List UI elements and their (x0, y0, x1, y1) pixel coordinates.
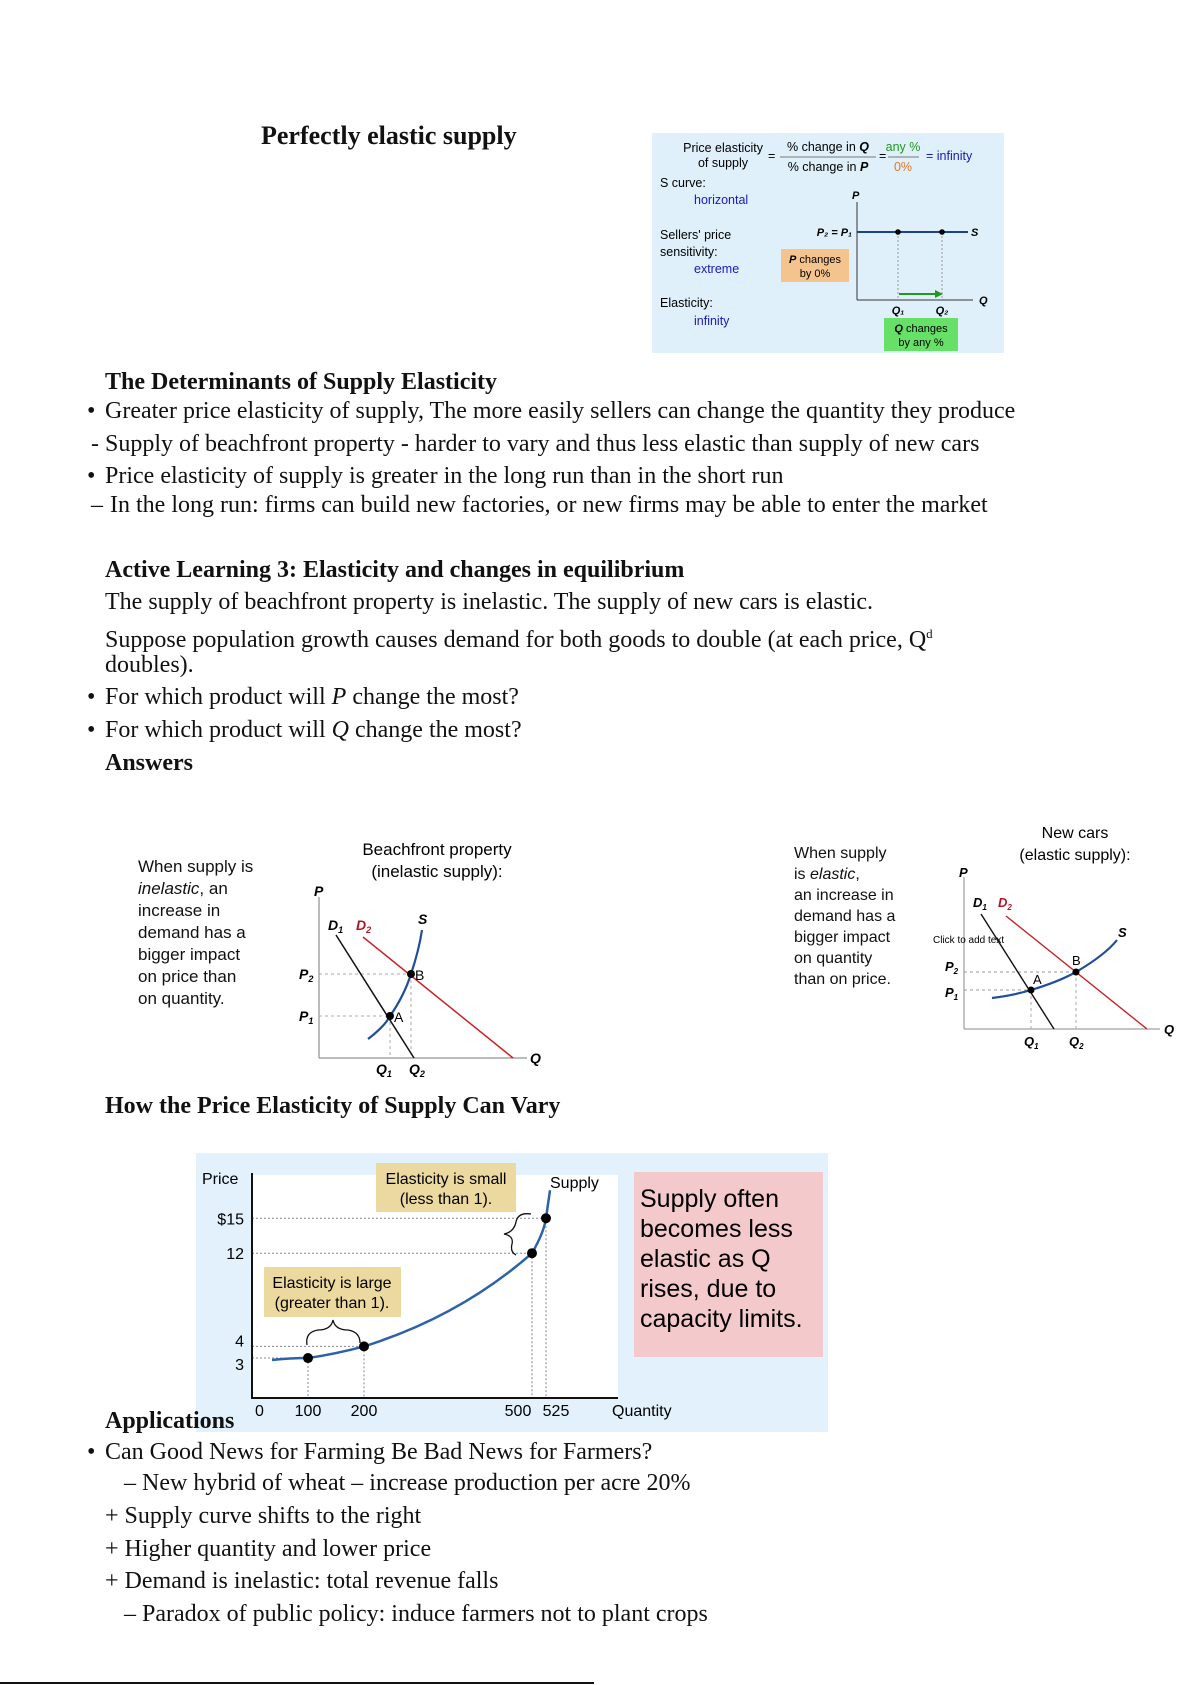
s-curve-value: horizontal (694, 193, 749, 207)
svg-text:rises, due to: rises, due to (640, 1275, 777, 1303)
equals-sign: = (879, 149, 887, 163)
sensitivity-value: extreme (694, 262, 740, 276)
y-tick-label: 12 (226, 1246, 244, 1264)
list-item-bullet: • (87, 717, 96, 743)
question-quantity: For which product will Q change the most? (105, 717, 522, 743)
svg-text:P changes: P changes (789, 254, 841, 266)
graph-title: (elastic supply): (1019, 847, 1131, 864)
p-axis-label: P (314, 883, 324, 899)
y-axis-label: Price (202, 1171, 239, 1188)
sensitivity-label: Sellers' price (660, 228, 732, 242)
point-b (407, 970, 415, 978)
svg-text:Elasticity is small: Elasticity is small (385, 1171, 507, 1188)
point-b (1073, 969, 1080, 976)
formula-zero-percent: 0% (893, 160, 913, 174)
beachfront-description: When supply is inelastic, an increase in demand has a bigger impact on price than on quantity. (138, 857, 254, 1008)
svg-text:S: S (1118, 925, 1127, 940)
answers-heading: Answers (105, 750, 193, 776)
svg-text:Q2: $Q_2$ (1069, 1034, 1084, 1051)
list-item: + Supply curve shifts to the right (105, 1503, 422, 1529)
svg-text:Supply often: Supply often (640, 1185, 779, 1213)
data-point (541, 1213, 551, 1223)
svg-text:A: A (1033, 972, 1042, 987)
perfectly-elastic-diagram (652, 133, 1004, 353)
paragraph: doubles). (105, 652, 194, 678)
point-a (1028, 987, 1035, 994)
q1-label: Q₁ (891, 305, 905, 317)
point-q2 (939, 229, 945, 235)
svg-text:Q changes: Q changes (894, 323, 948, 335)
q2-label: Q₂ (935, 305, 949, 317)
svg-text:D2: $D_2$ (356, 917, 372, 935)
equals-sign: = (768, 149, 776, 163)
list-item: + Demand is inelastic: total revenue falls (105, 1568, 499, 1594)
list-item-bullet: • (87, 684, 96, 710)
point-q1 (895, 229, 901, 235)
x-tick-label: 100 (294, 1403, 322, 1420)
demand-curve-d2 (363, 937, 513, 1058)
svg-text:P1: $P_1$ (299, 1008, 314, 1026)
paragraph: Suppose population growth causes demand for both goods to double (at each price, $Q^d$ (105, 626, 933, 653)
s-curve-label: S curve: (660, 176, 706, 190)
applications-heading: Applications (105, 1408, 235, 1434)
svg-text:Q1: $Q_1$ (1024, 1034, 1039, 1051)
new-cars-supply-demand-graph (930, 820, 1191, 1060)
svg-text:(less than 1).: (less than 1). (399, 1191, 493, 1208)
svg-text:B: B (415, 967, 425, 983)
list-item: Price elasticity of supply is greater in the long run than in the short run (105, 463, 784, 489)
determinants-heading: The Determinants of Supply Elasticity (105, 369, 498, 395)
svg-text:S: S (418, 911, 428, 927)
svg-text:Elasticity is large: Elasticity is large (272, 1275, 392, 1292)
svg-text:Q1: $Q_1$ (376, 1061, 392, 1079)
svg-text:P2: $P_2$ (945, 959, 959, 976)
svg-text:D1: $D_1$ (328, 917, 344, 935)
x-axis-label: Quantity (612, 1403, 672, 1420)
list-item: Greater price elasticity of supply, The more easily sellers can change the quantity they produce (105, 398, 1016, 424)
formula-lhs: of supply (697, 156, 748, 170)
beachfront-supply-demand-graph (290, 835, 550, 1085)
list-item: – New hybrid of wheat – increase production per acre 20% (124, 1470, 691, 1496)
svg-text:A: A (394, 1009, 404, 1025)
svg-text:by any %: by any % (898, 337, 944, 349)
list-item-bullet: • (87, 1439, 96, 1465)
y-tick-label: 3 (235, 1357, 244, 1375)
vary-heading: How the Price Elasticity of Supply Can Vary (105, 1093, 561, 1119)
elasticity-value: infinity (694, 314, 730, 328)
list-item: – Paradox of public policy: induce farmers not to plant crops (124, 1601, 708, 1627)
svg-text:elastic as Q: elastic as Q (640, 1245, 771, 1273)
formula-result: = infinity (926, 149, 973, 163)
svg-text:by 0%: by 0% (799, 268, 831, 280)
list-item-dash: - (91, 431, 99, 457)
formula-denominator: % change in P (787, 160, 869, 174)
elasticity-label: Elasticity: (660, 296, 713, 310)
graph-title: (inelastic supply): (371, 862, 503, 881)
list-item-bullet: • (87, 463, 96, 489)
y-tick-label: $15 (217, 1211, 244, 1229)
svg-text:capacity limits.: capacity limits. (640, 1305, 803, 1333)
s-label: S (971, 227, 979, 239)
svg-text:Q2: $Q_2$ (409, 1061, 425, 1079)
svg-text:P1: $P_1$ (945, 985, 959, 1002)
list-item: + Higher quantity and lower price (105, 1536, 432, 1562)
click-to-add-text-placeholder[interactable]: Click to add text (933, 935, 1005, 946)
graph-title: Beachfront property (362, 840, 512, 859)
data-point (527, 1248, 537, 1258)
graph-title: New cars (1041, 825, 1109, 842)
svg-text:D2: $D_2$ (998, 895, 1012, 912)
list-item-bullet: • (87, 398, 96, 424)
svg-text:D1: $D_1$ (973, 895, 987, 912)
data-point (303, 1353, 313, 1363)
y-tick-label: 4 (235, 1333, 244, 1351)
active-learning-heading: Active Learning 3: Elasticity and changes in equilibrium (105, 557, 685, 583)
x-tick-label: 0 (255, 1403, 264, 1420)
formula-lhs: Price elasticity (683, 141, 763, 155)
svg-text:Q: Q (1164, 1022, 1175, 1037)
p2-equals-p1-label: P₂ = P₁ (816, 227, 852, 239)
svg-text:(greater than 1).: (greater than 1). (274, 1295, 390, 1312)
list-item-dash: – (91, 492, 103, 518)
question-price: For which product will P change the most? (105, 684, 519, 710)
supply-series-label: Supply (550, 1175, 599, 1192)
formula-any-percent: any % (885, 140, 921, 154)
svg-text:P: P (959, 865, 968, 880)
svg-text:B: B (1072, 953, 1081, 968)
list-item: Can Good News for Farming Be Bad News for Farmers? (105, 1439, 653, 1465)
formula-numerator: % change in Q (786, 140, 870, 154)
q-axis-label: Q (530, 1050, 541, 1066)
q-axis-label: Q (979, 295, 988, 307)
paragraph: The supply of beachfront property is inelastic. The supply of new cars is elastic. (105, 589, 874, 615)
p-axis-label: P (852, 190, 860, 202)
svg-text:becomes less: becomes less (640, 1215, 793, 1243)
x-tick-label: 500 (504, 1403, 532, 1420)
svg-text:P2: $P_2$ (299, 966, 314, 984)
page-divider (0, 1682, 594, 1684)
list-item: In the long run: firms can build new factories, or new firms may be able to enter the market (110, 492, 988, 518)
list-item: Supply of beachfront property - harder to vary and thus less elastic than supply of new cars (105, 431, 980, 457)
supply-elasticity-chart (196, 1153, 828, 1433)
x-tick-label: 200 (350, 1403, 378, 1420)
sensitivity-label: sensitivity: (660, 245, 718, 259)
section-title-perfectly-elastic: Perfectly elastic supply (261, 121, 517, 150)
point-a (386, 1012, 394, 1020)
new-cars-description: When supply is elastic, an increase in demand has a bigger impact on quantity than on price. (794, 845, 896, 988)
x-tick-label: 525 (542, 1403, 570, 1420)
